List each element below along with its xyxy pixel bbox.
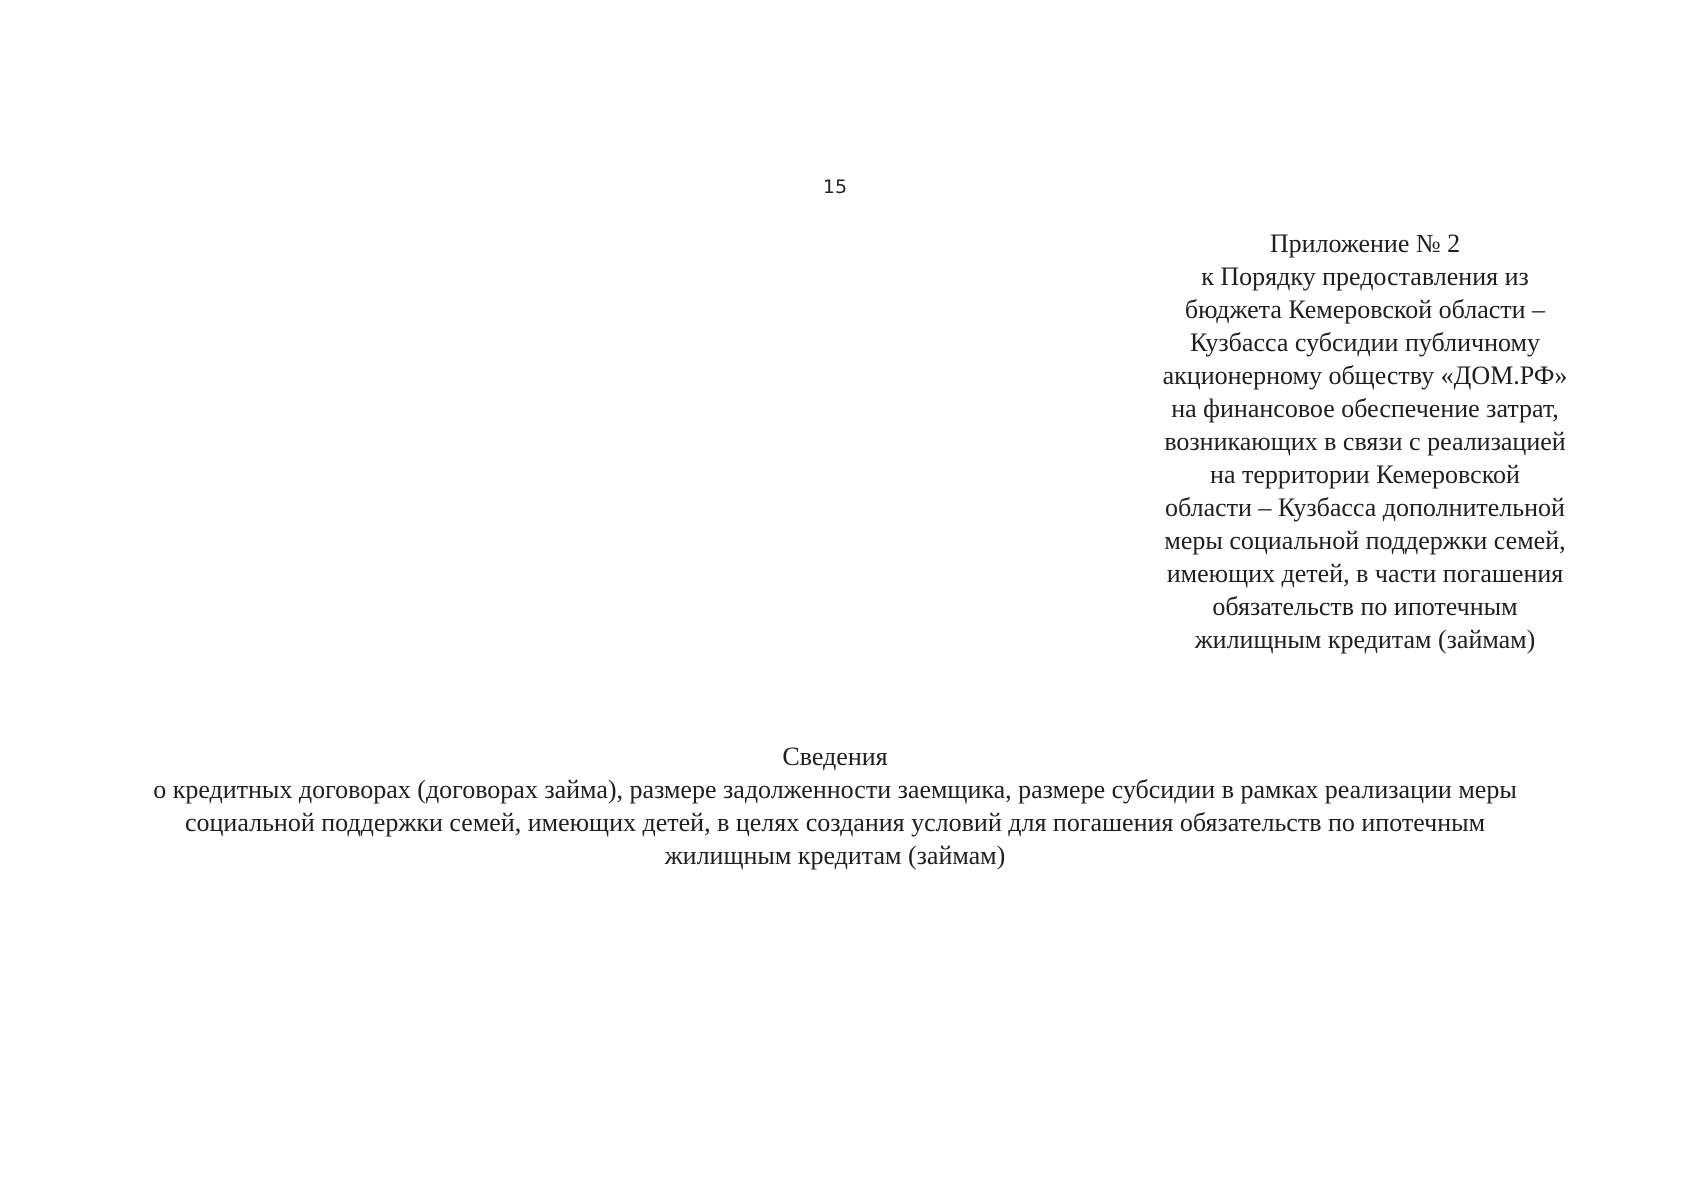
subtitle-line: о кредитных договорах (договорах займа), размере задолженности заемщика, размере субсидии в рамках реализации меры: [153, 775, 1517, 804]
appendix-line: на финансовое обеспечение затрат,: [1171, 394, 1559, 423]
appendix-line: акционерному обществу «ДОМ.РФ»: [1162, 361, 1568, 390]
document-subtitle: [60, 773, 1610, 872]
page-number: 15: [822, 176, 848, 198]
appendix-line: возникающих в связи с реализацией: [1164, 427, 1566, 456]
subtitle-line: социальной поддержки семей, имеющих детей, в целях создания условий для погашения обязательств по ипотечным: [184, 808, 1486, 837]
appendix-line: имеющих детей, в части погашения: [1166, 559, 1564, 588]
appendix-line: жилищным кредитам (займам): [1194, 625, 1536, 654]
document-title: Сведения: [782, 742, 888, 771]
appendix-line: обязательств по ипотечным: [1212, 592, 1518, 621]
appendix-line: меры социальной поддержки семей,: [1164, 526, 1566, 555]
appendix-line: Приложение № 2: [1269, 229, 1461, 258]
appendix-line: к Порядку предоставления из: [1201, 262, 1529, 291]
appendix-line: бюджета Кемеровской области –: [1184, 295, 1546, 324]
appendix-header: [1125, 227, 1605, 656]
appendix-line: на территории Кемеровской: [1210, 460, 1520, 489]
appendix-line: области – Кузбасса дополнительной: [1165, 493, 1565, 522]
appendix-line: Кузбасса субсидии публичному: [1190, 328, 1540, 357]
subtitle-line: жилищным кредитам (займам): [664, 841, 1006, 870]
